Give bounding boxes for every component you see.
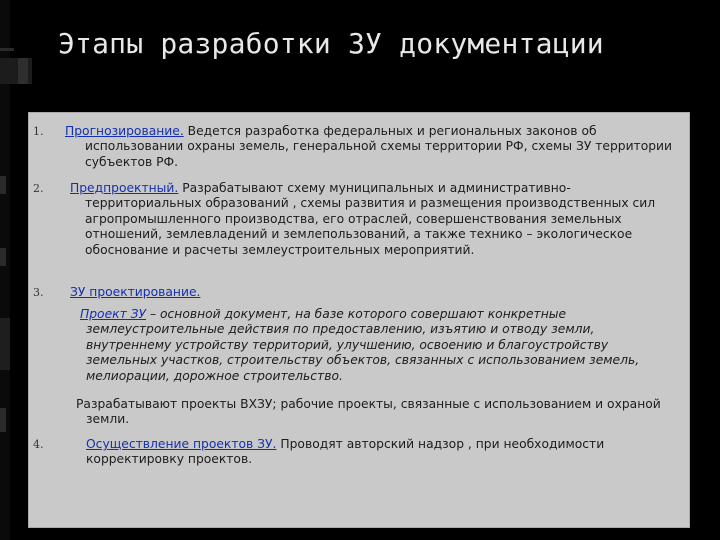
item-number: 4. xyxy=(33,438,44,451)
decoration xyxy=(0,318,10,370)
item-heading-link[interactable]: ЗУ проектирование. xyxy=(70,285,201,299)
item-number: 3. xyxy=(33,286,44,299)
item-text: Проводят авторский надзор , при необходимости корректировку проектов. xyxy=(86,437,605,467)
item-text: Разрабатывают схему муниципальных и административно-территориальных образований , схемы развития и размещения производственных сил агропромышленного производства, его отраслей, совершенствования земельных отношений, землевладений и землепользований, а также технико – экологическое обоснование и расчеты землеустроительных мероприятий. xyxy=(85,181,656,257)
item-text: Ведется разработка федеральных и региональных законов об использовании охраны земель, генеральной схемы территории РФ, схемы ЗУ территории субъектов РФ. xyxy=(85,124,673,169)
item-number: 1. xyxy=(33,125,44,138)
decoration xyxy=(0,248,6,266)
decoration xyxy=(0,176,6,194)
item-heading-link[interactable]: Осуществление проектов ЗУ. xyxy=(86,437,277,451)
content-panel xyxy=(28,112,690,528)
item-heading-link[interactable]: Предпроектный. xyxy=(70,181,179,195)
decoration xyxy=(0,48,14,51)
project-definition-text: – основной документ, на базе которого совершают конкретные землеустроительные действия по предоставлению, изъятию и отводу земли, внутреннему устройству территорий, улучшению, освоению и благоустройству земельных участков, строительству объектов, связанных с использованием земель, мелиорации, дорожное строительство. xyxy=(86,307,640,383)
decoration xyxy=(18,58,28,84)
item-heading-link[interactable]: Прогнозирование. xyxy=(65,124,184,138)
slide-title: Этапы разработки ЗУ документации xyxy=(58,27,604,60)
projects-note: Разрабатывают проекты ВХЗУ; рабочие проекты, связанные с использованием и охраной земли. xyxy=(76,397,661,427)
decoration xyxy=(0,408,6,432)
project-definition xyxy=(80,307,679,384)
item-number: 2. xyxy=(33,182,44,195)
project-term-link[interactable]: Проект ЗУ xyxy=(80,307,147,321)
